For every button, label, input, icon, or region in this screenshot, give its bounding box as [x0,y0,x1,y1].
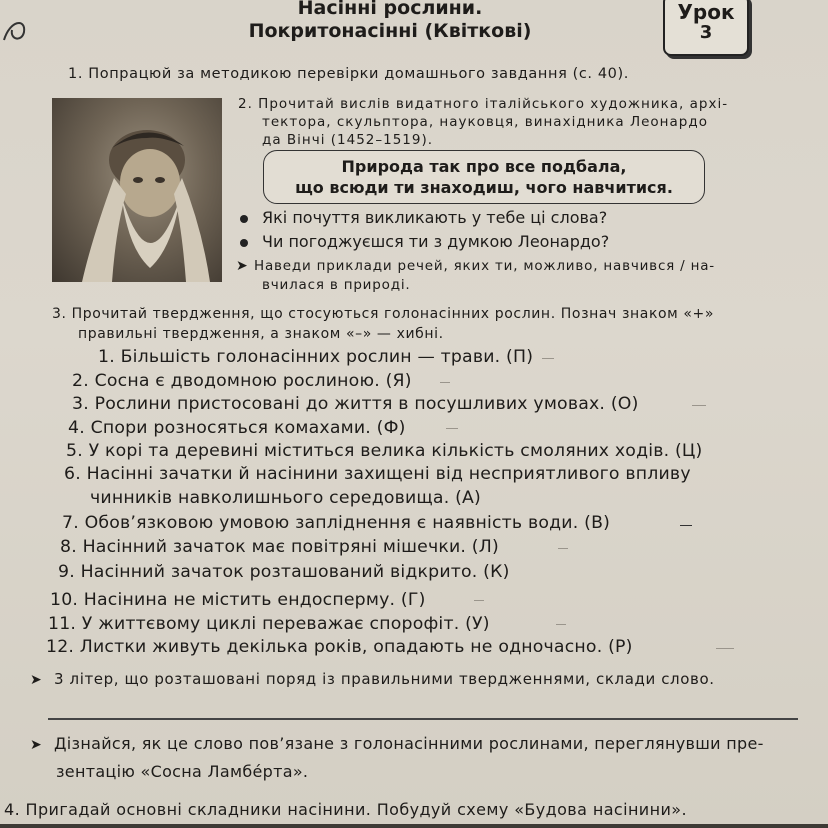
task-2-line-3: да Вінчі (1452–1519). [262,132,434,148]
arrow-task-line-2: вчилася в природі. [262,277,411,293]
quote-line-1: Природа так про все подбала, [341,157,627,176]
statement-2: 2. Сосна є дводомною рослиною. (Я) [72,371,412,391]
lesson-number: 3 [699,22,713,43]
bullet-text: Які почуття викликають у тебе ці слова? [262,208,608,227]
task-2-line-2: тектора, скульптора, науковця, винахідника Леонардо [262,114,708,130]
pencil-mark [680,525,692,526]
quote-box [263,150,705,204]
bullet-dot-icon [240,239,248,247]
pencil-mark [556,624,566,625]
arrow-task-line-1 [236,258,715,274]
pencil-mark [542,358,554,359]
task-3-line-1: 3. Прочитай твердження, що стосуються голонасінних рослин. Познач знаком «+» [52,306,715,322]
lesson-label: Урок [677,0,735,24]
pencil-mark [440,382,450,383]
learn-task-text: Дізнайся, як це слово пов’язане з голонасінними рослинами, переглянувши пре- [54,734,764,753]
statement-1: 1. Більшість голонасінних рослин — трави. (П) [98,347,534,367]
statement-6: 6. Насінні зачатки й насінини захищені від несприятливого впливу [64,464,691,484]
statement-11: 11. У життєвому циклі переважає спорофіт. (У) [48,614,490,634]
arrow-task-text: Наведи приклади речей, яких ти, можливо, навчився / на- [254,258,715,274]
corner-ornament-icon [0,10,34,50]
statement-7: 7. Обов’язковою умовою запліднення є наявність води. (В) [62,513,611,533]
bullet-dot-icon [240,215,248,223]
letters-task-text: 3 літер, що розташовані поряд із правильними твердженнями, склади слово. [54,670,715,688]
lesson-badge [663,0,749,56]
page-bottom-edge [0,824,828,828]
quote-line-2: що всюди ти знаходиш, чого навчитися. [295,178,673,197]
answer-line [48,718,798,720]
learn-task-line-2: зентацію «Сосна Ламбéрта». [56,762,309,781]
letters-task [30,670,715,688]
statement-3: 3. Рослини пристосовані до життя в посушливих умовах. (О) [72,394,639,414]
task-1: 1. Попрацюй за методикою перевірки домашнього завдання (с. 40). [68,66,629,82]
pencil-mark [558,548,568,549]
leonardo-portrait [52,98,222,282]
portrait-sketch-icon [52,98,222,282]
task-3-line-2: правильні твердження, а знаком «–» — хибні. [78,326,444,342]
statement-10: 10. Насінина не містить ендосперму. (Г) [50,590,426,610]
bullet-question-2 [240,232,609,251]
task-2-line-1: 2. Прочитай вислів видатного італійського художника, архі- [238,96,729,112]
bullet-text: Чи погоджуєшся ти з думкою Леонардо? [262,232,610,251]
statement-5: 5. У корі та деревині міститься велика кількість смоляних ходів. (Ц) [66,441,703,461]
arrow-right-icon: ➤ [30,672,43,688]
learn-task-line-1 [30,734,764,753]
pencil-mark [474,600,484,601]
statement-9: 9. Насінний зачаток розташований відкрито. (К) [58,562,510,582]
pencil-mark [446,428,458,429]
lesson-subtitle: Покритонасінні (Квіткові) [248,20,532,42]
task-4: 4. Пригадай основні складники насінини. Побудуй схему «Будова насінини». [4,800,687,819]
statement-12: 12. Листки живуть декілька років, опадають не одночасно. (Р) [46,637,633,657]
arrow-right-icon: ➤ [236,258,249,274]
statement-8: 8. Насінний зачаток має повітряні мішечки. (Л) [60,537,499,557]
pencil-mark [716,648,734,649]
arrow-right-icon: ➤ [30,737,43,753]
bullet-question-1 [240,208,607,227]
statement-6-continued: чинників навколишнього середовища. (А) [90,488,481,508]
lesson-title: Насінні рослини. [297,0,483,19]
pencil-mark [692,405,706,406]
statement-4: 4. Спори розносяться комахами. (Ф) [68,418,406,438]
